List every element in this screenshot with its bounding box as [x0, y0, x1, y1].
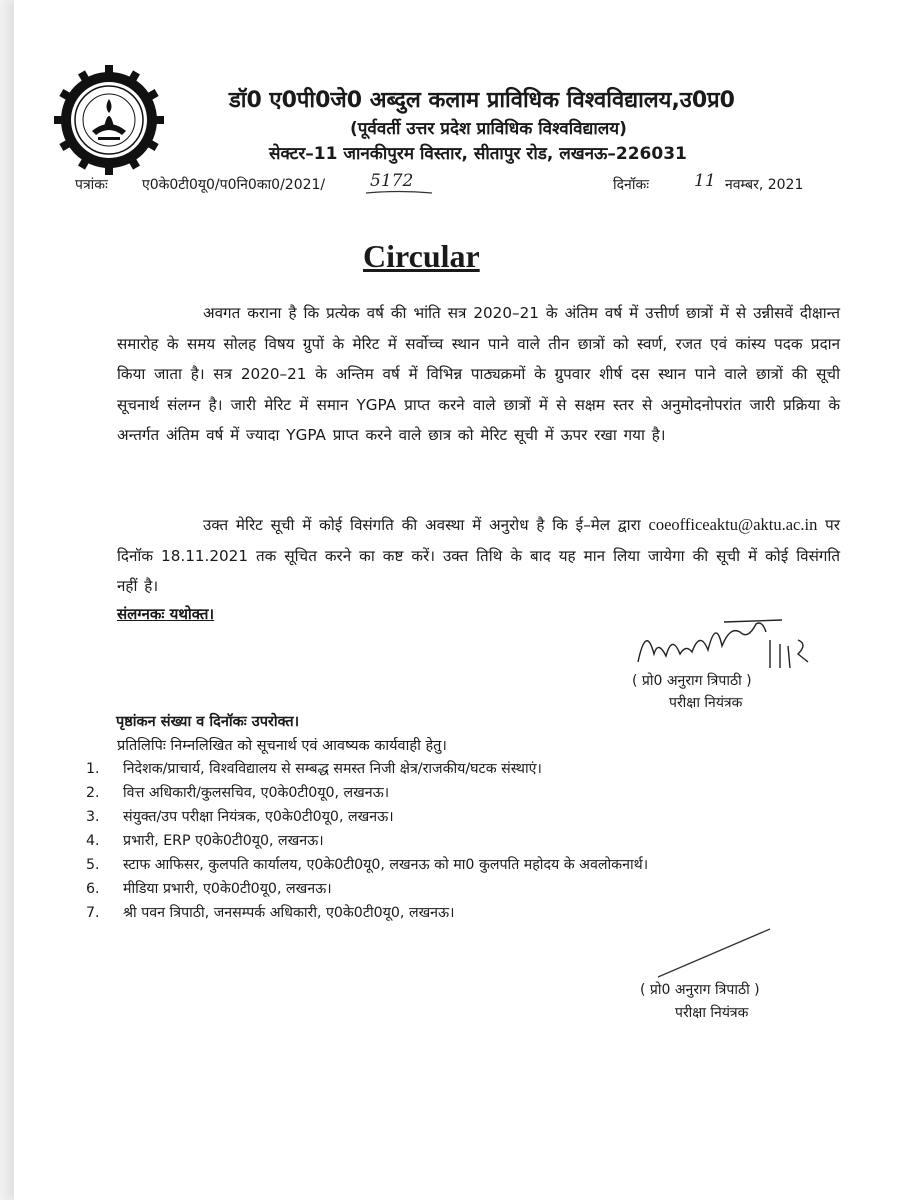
body-paragraph-2	[117, 510, 840, 602]
list-item: 5. स्टाफ आफिसर, कुलपति कार्यालय, ए0के0टी0यू0, लखनऊ को मा0 कुलपति महोदय के अवलोकनार्थ।	[86, 857, 649, 873]
list-item: 6. मीडिया प्रभारी, ए0के0टी0यू0, लखनऊ।	[86, 881, 332, 897]
reference-number: ए0के0टी0यू0/प0नि0का0/2021/	[142, 177, 326, 193]
body-paragraph-1: अवगत कराना है कि प्रत्येक वर्ष की भांति सत्र 2020–21 के अंतिम वर्ष में उत्तीर्ण छात्रों में से उन्नीसवें दीक्षान्त समारोह के समय सोलह विषय ग्रुपों के मेरिट में सर्वोच्च स्थान पाने वाले तीन छात्रों को स्वर्ण, रजत एवं कांस्य पदक प्रदान किया जाता है। सत्र 2020–21 के अन्तिम वर्ष में विभिन्न पाठ्यक्रमों के ग्रुपवार शीर्ष दस स्थान पाने वाले छात्रों की सूची सूचनार्थ संलग्न है। जारी मेरिट में समान YGPA प्राप्त करने वाले छात्रों में से सक्षम स्तर से अनुमोदनोपरांत जारी प्रक्रिया के अन्तर्गत अंतिम वर्ष में ज्यादा YGPA प्राप्त करने वाले छात्र को मेरिट सूची में ऊपर रखा गया है।	[117, 304, 840, 444]
list-item: 3. संयुक्त/उप परीक्षा नियंत्रक, ए0के0टी0यू0, लखनऊ।	[86, 809, 394, 825]
reference-label: पत्रांकः	[75, 177, 108, 193]
list-item: 2. वित्त अधिकारी/कुलसचिव, ए0के0टी0यू0, लखनऊ।	[86, 785, 390, 801]
list-item: 7. श्री पवन त्रिपाठी, जनसम्पर्क अधिकारी, ए0के0टी0यू0, लखनऊ।	[86, 905, 455, 921]
signatory-designation-1: परीक्षा नियंत्रक	[669, 695, 743, 711]
handwritten-signature	[632, 610, 812, 672]
university-name: डॉ0 ए0पी0जे0 अब्दुल कलाम प्राविधिक विश्वविद्यालय,उ0प्र0	[229, 88, 735, 113]
copy-to-intro: प्रतिलिपिः निम्नलिखित को सूचनार्थ एवं आवष्यक कार्यवाही हेतु।	[117, 738, 447, 754]
enclosure-note: संलग्नकः यथोक्त।	[117, 605, 215, 623]
paragraph-2-end: पर दिनॉक 18.11.2021 तक सूचित करने का कष्ट करें। उक्त तिथि के बाद यह मान लिया जायेगा की सूची में कोई विसंगति नहीं है।	[117, 516, 840, 595]
email-address: coeofficeaktu@aktu.ac.in	[648, 515, 818, 534]
date-day-handwritten: 11	[694, 171, 716, 191]
list-item: 4. प्रभारी, ERP ए0के0टी0यू0, लखनऊ।	[86, 833, 324, 849]
university-former-name: (पूर्ववर्ती उत्तर प्रदेश प्राविधिक विश्वविद्यालय)	[350, 119, 627, 139]
date-month-year: नवम्बर, 2021	[725, 177, 804, 193]
paragraph-2-start: उक्त मेरिट सूची में कोई विसंगति की अवस्था में अनुरोध है कि ई–मेल द्वारा	[203, 516, 641, 534]
date-label: दिनॉकः	[613, 177, 650, 193]
university-address: सेक्टर–11 जानकीपुरम विस्तार, सीतापुर रोड, लखनऊ–226031	[269, 144, 687, 164]
handwriting-underline	[364, 190, 434, 196]
document-page	[14, 0, 909, 1200]
reference-number-handwritten: 5172	[370, 171, 414, 191]
signature-stroke	[654, 925, 774, 980]
copy-recipient-list	[86, 757, 648, 925]
university-seal-icon	[54, 65, 164, 175]
signatory-name-2: ( प्रो0 अनुराग त्रिपाठी )	[640, 982, 760, 998]
endorsement-heading: पृष्ठांकन संख्या व दिनॉकः उपरोक्त।	[116, 714, 300, 730]
signatory-name-1: ( प्रो0 अनुराग त्रिपाठी )	[632, 673, 752, 689]
list-item: 1. निदेशक/प्राचार्य, विश्वविद्यालय से सम्बद्ध समस्त निजी क्षेत्र/राजकीय/घटक संस्थाएं।	[86, 761, 542, 777]
signatory-designation-2: परीक्षा नियंत्रक	[675, 1005, 749, 1021]
document-title: Circular	[363, 238, 480, 274]
